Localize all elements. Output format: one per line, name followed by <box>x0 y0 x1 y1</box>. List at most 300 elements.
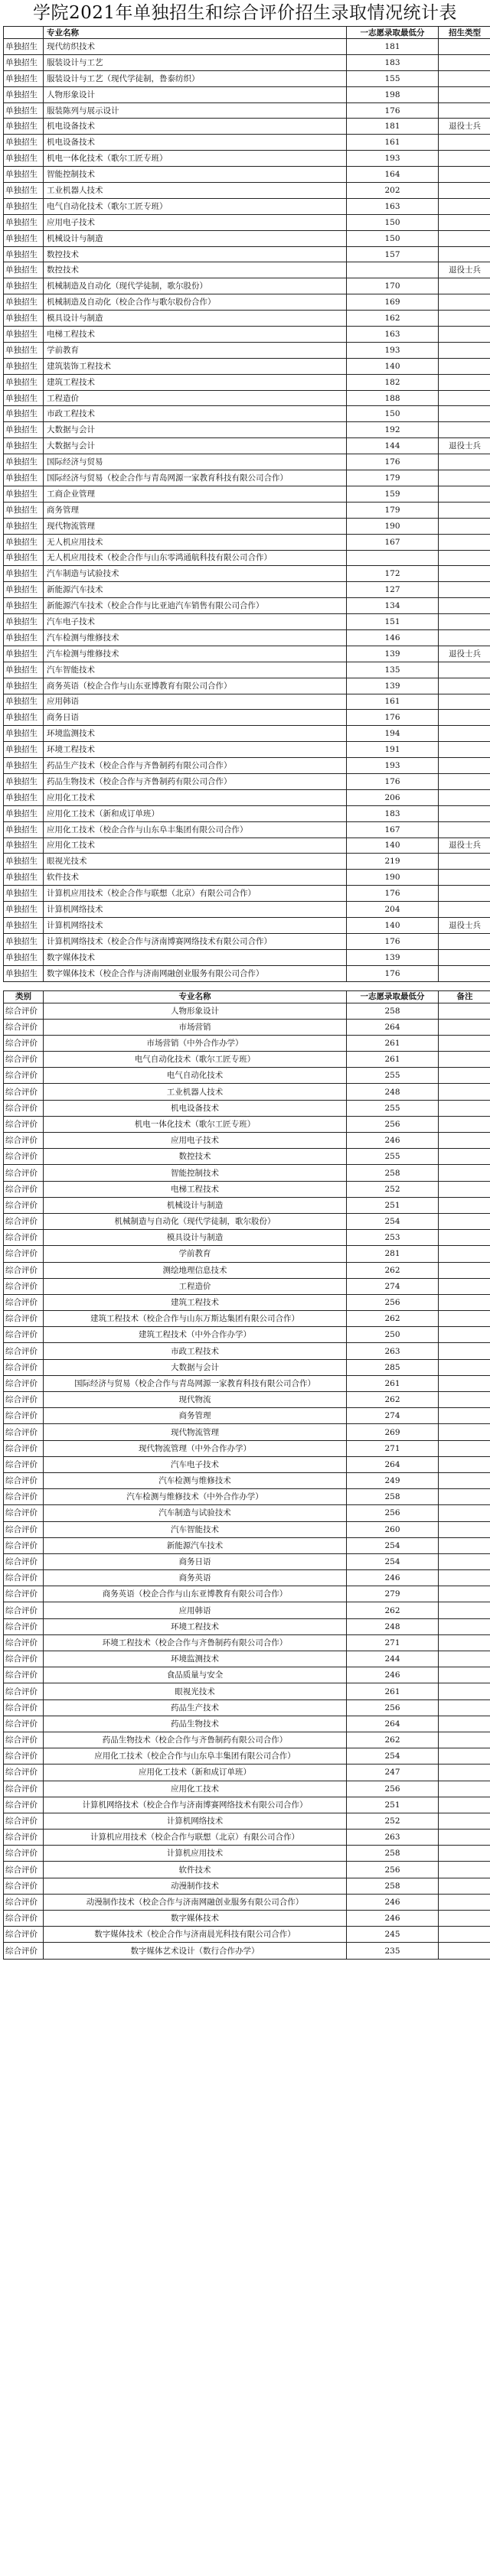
cell-category: 综合评价 <box>4 1311 44 1327</box>
cell-remarks <box>439 1068 490 1084</box>
cell-major: 现代物流 <box>44 1392 347 1408</box>
cell-score: 254 <box>347 1213 439 1229</box>
cell-category: 综合评价 <box>4 1505 44 1521</box>
cell-major: 食品质量与安全 <box>44 1667 347 1683</box>
table-row <box>4 438 490 454</box>
header-remarks: 备注 <box>439 990 490 1003</box>
cell-category: 综合评价 <box>4 1699 44 1716</box>
cell-score: 144 <box>347 438 439 454</box>
cell-category: 单独招生 <box>4 294 44 311</box>
table-row <box>4 789 490 805</box>
cell-category: 单独招生 <box>4 486 44 502</box>
cell-score: 191 <box>347 742 439 758</box>
table-row <box>4 1197 490 1213</box>
cell-category: 综合评价 <box>4 1602 44 1618</box>
cell-type-note <box>439 39 490 55</box>
cell-type-note <box>439 294 490 311</box>
table-row <box>4 1667 490 1683</box>
cell-type-note <box>439 183 490 199</box>
cell-score: 256 <box>347 1294 439 1310</box>
table-row <box>4 1911 490 1927</box>
cell-major: 学前教育 <box>44 1246 347 1262</box>
cell-major: 新能源汽车技术（校企合作与比亚迪汽车销售有限公司合作） <box>44 598 347 614</box>
table-row <box>4 1052 490 1068</box>
cell-score: 269 <box>347 1424 439 1440</box>
cell-major: 建筑工程技术 <box>44 374 347 390</box>
table-row <box>4 294 490 311</box>
table-row <box>4 1618 490 1634</box>
cell-major: 环境工程技术 <box>44 742 347 758</box>
cell-category: 单独招生 <box>4 119 44 135</box>
cell-score: 139 <box>347 678 439 694</box>
cell-remarks <box>439 1262 490 1278</box>
cell-type-note <box>439 758 490 774</box>
cell-remarks <box>439 1327 490 1343</box>
cell-major: 汽车制造与试验技术 <box>44 1505 347 1521</box>
cell-category: 综合评价 <box>4 1052 44 1068</box>
cell-major: 应用化工技术（新和成订单班） <box>44 805 347 821</box>
cell-score: 161 <box>347 694 439 710</box>
cell-major: 计算机网络技术（校企合作与济南博赛网络技术有限公司合作） <box>44 933 347 949</box>
cell-remarks <box>439 1570 490 1586</box>
cell-category: 单独招生 <box>4 902 44 918</box>
cell-type-note <box>439 582 490 598</box>
cell-category: 综合评价 <box>4 1408 44 1424</box>
cell-type-note <box>439 406 490 422</box>
cell-major: 大数据与会计 <box>44 438 347 454</box>
cell-category: 综合评价 <box>4 1634 44 1651</box>
cell-remarks <box>439 1862 490 1878</box>
cell-type-note <box>439 886 490 902</box>
cell-score: 246 <box>347 1911 439 1927</box>
table-row <box>4 358 490 374</box>
cell-major: 计算机网络技术 <box>44 902 347 918</box>
cell-category: 单独招生 <box>4 854 44 870</box>
cell-category: 单独招生 <box>4 102 44 119</box>
cell-category: 综合评价 <box>4 1294 44 1310</box>
cell-major: 商务英语（校企合作与山东亚博教育有限公司合作） <box>44 1586 347 1602</box>
cell-major: 计算机网络技术（校企合作与济南博赛网络技术有限公司合作） <box>44 1797 347 1813</box>
cell-major: 数控技术 <box>44 246 347 262</box>
cell-category: 综合评价 <box>4 1133 44 1149</box>
table-row <box>4 534 490 550</box>
cell-major: 工业机器人技术 <box>44 183 347 199</box>
cell-score: 256 <box>347 1116 439 1132</box>
table-row <box>4 518 490 534</box>
cell-score: 250 <box>347 1327 439 1343</box>
table-row <box>4 1230 490 1246</box>
cell-category: 综合评价 <box>4 1586 44 1602</box>
cell-type-note <box>439 278 490 294</box>
cell-major: 机械制造与自动化（现代学徒制，歌尔股份） <box>44 1213 347 1229</box>
cell-major: 大数据与会计 <box>44 422 347 438</box>
cell-category: 单独招生 <box>4 726 44 742</box>
cell-score: 274 <box>347 1408 439 1424</box>
cell-score: 254 <box>347 1537 439 1553</box>
cell-remarks <box>439 1408 490 1424</box>
cell-score: 258 <box>347 1878 439 1894</box>
cell-major: 大数据与会计 <box>44 1359 347 1375</box>
cell-category: 单独招生 <box>4 870 44 886</box>
cell-type-note <box>439 566 490 582</box>
cell-remarks <box>439 1878 490 1894</box>
cell-score: 179 <box>347 470 439 486</box>
header-category <box>4 27 44 39</box>
cell-major: 药品生物技术 <box>44 1716 347 1732</box>
cell-remarks <box>439 1618 490 1634</box>
cell-category: 综合评价 <box>4 1732 44 1748</box>
cell-category: 综合评价 <box>4 1618 44 1634</box>
cell-remarks <box>439 1732 490 1748</box>
cell-category: 单独招生 <box>4 550 44 566</box>
cell-score: 261 <box>347 1052 439 1068</box>
cell-score: 245 <box>347 1927 439 1943</box>
cell-category: 综合评价 <box>4 1084 44 1100</box>
cell-major: 建筑工程技术（中外合作办学） <box>44 1327 347 1343</box>
table-row <box>4 1440 490 1456</box>
table-row <box>4 198 490 214</box>
cell-type-note <box>439 214 490 230</box>
table-row <box>4 917 490 933</box>
cell-score: 179 <box>347 502 439 518</box>
cell-remarks <box>439 1213 490 1229</box>
cell-score: 164 <box>347 167 439 183</box>
cell-category: 单独招生 <box>4 470 44 486</box>
cell-type-note <box>439 502 490 518</box>
cell-remarks <box>439 1343 490 1359</box>
cell-score: 263 <box>347 1830 439 1846</box>
table-row <box>4 614 490 630</box>
cell-category: 综合评价 <box>4 1781 44 1797</box>
cell-score: 162 <box>347 311 439 327</box>
cell-category: 单独招生 <box>4 678 44 694</box>
cell-category: 综合评价 <box>4 1197 44 1213</box>
cell-remarks <box>439 1651 490 1667</box>
table-row <box>4 1343 490 1359</box>
cell-remarks <box>439 1683 490 1699</box>
cell-major: 数字媒体技术（校企合作与济南晨光科技有限公司合作） <box>44 1927 347 1943</box>
cell-score: 252 <box>347 1181 439 1197</box>
cell-category: 综合评价 <box>4 1230 44 1246</box>
cell-score: 252 <box>347 1813 439 1829</box>
cell-category: 综合评价 <box>4 1911 44 1927</box>
cell-remarks <box>439 1133 490 1149</box>
cell-major: 新能源汽车技术 <box>44 1537 347 1553</box>
cell-major: 汽车电子技术 <box>44 614 347 630</box>
cell-major: 新能源汽车技术 <box>44 582 347 598</box>
cell-score: 176 <box>347 886 439 902</box>
comprehensive-enrollment-table <box>3 990 490 1960</box>
cell-type-note: 退役士兵 <box>439 917 490 933</box>
cell-score: 204 <box>347 902 439 918</box>
table-row <box>4 1003 490 1019</box>
cell-major: 机电设备技术 <box>44 1100 347 1116</box>
table-row <box>4 1181 490 1197</box>
cell-remarks <box>439 1116 490 1132</box>
header-category: 类别 <box>4 990 44 1003</box>
cell-category: 单独招生 <box>4 390 44 406</box>
cell-score: 256 <box>347 1862 439 1878</box>
cell-score: 181 <box>347 119 439 135</box>
cell-category: 综合评价 <box>4 1846 44 1862</box>
cell-major: 服装陈列与展示设计 <box>44 102 347 119</box>
cell-score: 150 <box>347 230 439 246</box>
cell-remarks <box>439 1359 490 1375</box>
cell-remarks <box>439 1084 490 1100</box>
table-row <box>4 742 490 758</box>
cell-category: 综合评价 <box>4 1181 44 1197</box>
cell-score: 202 <box>347 183 439 199</box>
cell-category: 综合评价 <box>4 1553 44 1569</box>
cell-category: 单独招生 <box>4 230 44 246</box>
table-row <box>4 821 490 838</box>
cell-category: 单独招生 <box>4 629 44 646</box>
table-row <box>4 1489 490 1505</box>
cell-major: 现代物流管理（中外合作办学） <box>44 1440 347 1456</box>
cell-score: 167 <box>347 821 439 838</box>
cell-major: 模具设计与制造 <box>44 1230 347 1246</box>
cell-score: 264 <box>347 1716 439 1732</box>
cell-category: 单独招生 <box>4 789 44 805</box>
cell-category: 单独招生 <box>4 582 44 598</box>
cell-score: 253 <box>347 1230 439 1246</box>
cell-category: 综合评价 <box>4 1116 44 1132</box>
cell-type-note <box>439 598 490 614</box>
cell-score: 246 <box>347 1894 439 1910</box>
cell-score: 251 <box>347 1197 439 1213</box>
table-row <box>4 1878 490 1894</box>
cell-major: 汽车智能技术 <box>44 1521 347 1537</box>
cell-remarks <box>439 1797 490 1813</box>
table-row <box>4 854 490 870</box>
cell-remarks <box>439 1943 490 1959</box>
cell-score: 254 <box>347 1748 439 1764</box>
table-row <box>4 1278 490 1294</box>
table-row <box>4 86 490 102</box>
cell-score: 244 <box>347 1651 439 1667</box>
cell-remarks <box>439 1230 490 1246</box>
cell-remarks <box>439 1100 490 1116</box>
cell-major: 无人机应用技术（校企合作与山东零鸿通航科技有限公司合作） <box>44 550 347 566</box>
cell-type-note <box>439 54 490 70</box>
cell-major: 机械设计与制造 <box>44 230 347 246</box>
cell-major: 商务英语（校企合作与山东亚博教育有限公司合作） <box>44 678 347 694</box>
table-row <box>4 710 490 726</box>
table-row <box>4 1359 490 1375</box>
cell-major: 模具设计与制造 <box>44 311 347 327</box>
cell-category: 单独招生 <box>4 566 44 582</box>
cell-remarks <box>439 1602 490 1618</box>
cell-major: 智能控制技术 <box>44 167 347 183</box>
cell-major: 工业机器人技术 <box>44 1084 347 1100</box>
cell-type-note <box>439 70 490 86</box>
cell-major: 建筑工程技术（校企合作与山东万斯达集团有限公司合作） <box>44 1311 347 1327</box>
header-type: 招生类型 <box>439 27 490 39</box>
table-row <box>4 102 490 119</box>
cell-major: 测绘地理信息技术 <box>44 1262 347 1278</box>
table-row <box>4 1068 490 1084</box>
table-row <box>4 486 490 502</box>
table-row <box>4 629 490 646</box>
cell-major: 药品生产技术（校企合作与齐鲁制药有限公司合作） <box>44 758 347 774</box>
cell-score: 256 <box>347 1699 439 1716</box>
cell-category: 综合评价 <box>4 1375 44 1391</box>
cell-category: 综合评价 <box>4 1456 44 1472</box>
cell-category: 综合评价 <box>4 1830 44 1846</box>
cell-category: 单独招生 <box>4 838 44 854</box>
cell-major: 机电一体化技术（歌尔工匠专班） <box>44 1116 347 1132</box>
cell-category: 综合评价 <box>4 1862 44 1878</box>
cell-major: 应用韩语 <box>44 1602 347 1618</box>
cell-major: 市政工程技术 <box>44 406 347 422</box>
cell-major: 人物形象设计 <box>44 1003 347 1019</box>
cell-score: 261 <box>347 1683 439 1699</box>
cell-score: 251 <box>347 1797 439 1813</box>
table-row <box>4 39 490 55</box>
table-row <box>4 1602 490 1618</box>
cell-major: 数字媒体艺术设计（数行合作办学） <box>44 1943 347 1959</box>
cell-category: 单独招生 <box>4 758 44 774</box>
cell-category: 单独招生 <box>4 438 44 454</box>
cell-score: 140 <box>347 917 439 933</box>
table-row <box>4 805 490 821</box>
cell-category: 综合评价 <box>4 1764 44 1781</box>
cell-major: 人物形象设计 <box>44 86 347 102</box>
cell-major: 应用化工技术（校企合作与山东阜丰集团有限公司合作） <box>44 1748 347 1764</box>
cell-category: 综合评价 <box>4 1472 44 1488</box>
cell-category: 单独招生 <box>4 742 44 758</box>
cell-major: 商务管理 <box>44 502 347 518</box>
cell-remarks <box>439 1927 490 1943</box>
cell-major: 计算机网络技术 <box>44 917 347 933</box>
cell-score: 163 <box>347 327 439 343</box>
cell-major: 工商企业管理 <box>44 486 347 502</box>
cell-score: 183 <box>347 805 439 821</box>
cell-score: 258 <box>347 1846 439 1862</box>
cell-score: 256 <box>347 1505 439 1521</box>
table-row <box>4 278 490 294</box>
table-row <box>4 1537 490 1553</box>
cell-major: 汽车检测与维修技术 <box>44 1472 347 1488</box>
table-row <box>4 1100 490 1116</box>
cell-major: 动漫制作技术 <box>44 1878 347 1894</box>
cell-type-note <box>439 965 490 981</box>
table-row <box>4 758 490 774</box>
table-row <box>4 1456 490 1472</box>
cell-remarks <box>439 1699 490 1716</box>
cell-category: 综合评价 <box>4 1797 44 1813</box>
cell-score: 140 <box>347 358 439 374</box>
table-row <box>4 1133 490 1149</box>
table-row <box>4 1732 490 1748</box>
cell-type-note <box>439 742 490 758</box>
cell-major: 环境监测技术 <box>44 726 347 742</box>
cell-category: 单独招生 <box>4 773 44 789</box>
table-row <box>4 838 490 854</box>
table-row <box>4 1294 490 1310</box>
cell-type-note <box>439 135 490 151</box>
cell-type-note <box>439 311 490 327</box>
cell-type-note <box>439 614 490 630</box>
cell-category: 单独招生 <box>4 646 44 662</box>
cell-remarks <box>439 1278 490 1294</box>
cell-category: 综合评价 <box>4 1343 44 1359</box>
table-row <box>4 1781 490 1797</box>
cell-major: 数字媒体技术 <box>44 949 347 965</box>
cell-category: 综合评价 <box>4 1100 44 1116</box>
cell-type-note <box>439 86 490 102</box>
cell-major: 建筑工程技术 <box>44 1294 347 1310</box>
cell-score <box>347 262 439 278</box>
table-row <box>4 1943 490 1959</box>
cell-score: 258 <box>347 1489 439 1505</box>
cell-remarks <box>439 1246 490 1262</box>
cell-category: 综合评价 <box>4 1894 44 1910</box>
cell-score: 127 <box>347 582 439 598</box>
cell-score: 262 <box>347 1602 439 1618</box>
table-row <box>4 662 490 678</box>
cell-type-note: 退役士兵 <box>439 262 490 278</box>
table-row <box>4 1570 490 1586</box>
cell-type-note: 退役士兵 <box>439 646 490 662</box>
table-row <box>4 1505 490 1521</box>
table-row <box>4 230 490 246</box>
cell-major: 现代物流管理 <box>44 1424 347 1440</box>
cell-major: 服装设计与工艺（现代学徒制，鲁泰纺织） <box>44 70 347 86</box>
cell-remarks <box>439 1667 490 1683</box>
table-row <box>4 1084 490 1100</box>
cell-score: 135 <box>347 662 439 678</box>
cell-remarks <box>439 1911 490 1927</box>
table-row <box>4 119 490 135</box>
cell-major: 学前教育 <box>44 342 347 358</box>
cell-score: 170 <box>347 278 439 294</box>
cell-category: 单独招生 <box>4 151 44 167</box>
cell-major: 药品生物技术（校企合作与齐鲁制药有限公司合作） <box>44 773 347 789</box>
table-row <box>4 246 490 262</box>
cell-remarks <box>439 1424 490 1440</box>
cell-major: 无人机应用技术 <box>44 534 347 550</box>
cell-major: 应用化工技术（校企合作与山东阜丰集团有限公司合作） <box>44 821 347 838</box>
cell-major: 机电一体化技术（歌尔工匠专班） <box>44 151 347 167</box>
cell-category: 综合评价 <box>4 1359 44 1375</box>
cell-remarks <box>439 1716 490 1732</box>
cell-score: 150 <box>347 214 439 230</box>
table-row <box>4 1472 490 1488</box>
cell-major: 应用化工技术（新和成订单班） <box>44 1764 347 1781</box>
cell-remarks <box>439 1472 490 1488</box>
cell-score: 255 <box>347 1149 439 1165</box>
cell-major: 建筑装饰工程技术 <box>44 358 347 374</box>
table-row <box>4 1019 490 1035</box>
cell-type-note <box>439 870 490 886</box>
cell-category: 单独招生 <box>4 86 44 102</box>
cell-major: 机械制造及自动化（校企合作与歌尔股份合作） <box>44 294 347 311</box>
cell-major: 药品生产技术 <box>44 1699 347 1716</box>
cell-major: 汽车智能技术 <box>44 662 347 678</box>
table-row <box>4 949 490 965</box>
cell-major: 应用化工技术 <box>44 789 347 805</box>
cell-major: 工程造价 <box>44 390 347 406</box>
table-row <box>4 726 490 742</box>
table-row <box>4 1651 490 1667</box>
cell-score: 248 <box>347 1084 439 1100</box>
cell-type-note <box>439 230 490 246</box>
cell-type-note <box>439 726 490 742</box>
cell-major: 应用韩语 <box>44 694 347 710</box>
cell-score: 274 <box>347 1278 439 1294</box>
cell-remarks <box>439 1392 490 1408</box>
